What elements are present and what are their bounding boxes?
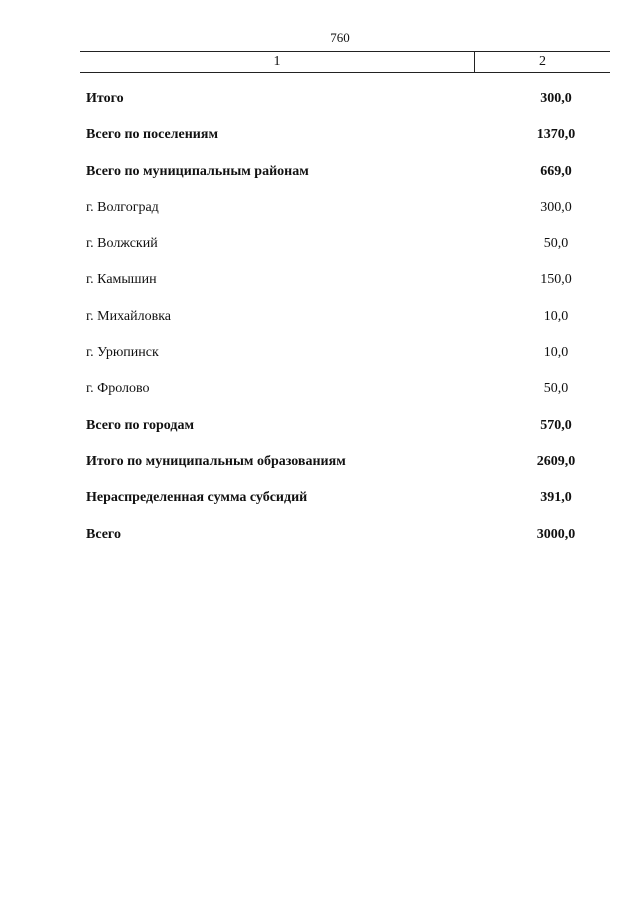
table-row	[86, 119, 610, 155]
table-row	[86, 228, 610, 264]
row-value: 391,0	[540, 490, 572, 506]
table-row	[86, 410, 610, 446]
row-value: 1370,0	[536, 127, 576, 143]
row-label: г. Камышин	[86, 272, 157, 288]
row-value: 50,0	[543, 381, 569, 397]
row-label: Нераспределенная сумма субсидий	[86, 490, 308, 506]
row-label: г. Фролово	[86, 381, 150, 397]
table-row	[86, 446, 610, 482]
row-value: 150,0	[540, 272, 572, 288]
row-value: 2609,0	[536, 453, 576, 469]
row-label: Итого по муниципальным образованиям	[86, 453, 346, 469]
row-label: г. Волгоград	[86, 199, 159, 215]
table-body	[86, 83, 610, 555]
table-row	[86, 373, 610, 409]
table-row	[86, 192, 610, 228]
table-header	[80, 51, 610, 73]
row-value: 570,0	[540, 417, 572, 433]
row-value: 3000,0	[536, 526, 576, 542]
column-header-1: 1	[80, 52, 475, 72]
row-value: 10,0	[543, 345, 569, 361]
row-label: г. Михайловка	[86, 308, 172, 324]
row-label: г. Волжский	[86, 236, 158, 252]
table-row	[86, 83, 610, 119]
row-label: Всего по поселениям	[86, 127, 218, 143]
table-row	[86, 301, 610, 337]
table-row	[86, 264, 610, 300]
table-row	[86, 156, 610, 192]
table-row	[86, 519, 610, 555]
row-value: 669,0	[540, 163, 572, 179]
page-number: 760	[330, 30, 350, 45]
row-label: Всего по городам	[86, 417, 195, 433]
row-value: 300,0	[540, 199, 572, 215]
row-label: Всего по муниципальным районам	[86, 163, 309, 179]
row-value: 300,0	[540, 91, 572, 106]
table-row	[86, 482, 610, 518]
column-header-2: 2	[539, 54, 546, 69]
row-value: 10,0	[543, 308, 569, 324]
row-label: Итого	[86, 91, 124, 106]
row-label: г. Урюпинск	[86, 345, 159, 361]
table-row	[86, 337, 610, 373]
row-value: 50,0	[543, 236, 569, 252]
row-label: Всего	[86, 526, 121, 542]
